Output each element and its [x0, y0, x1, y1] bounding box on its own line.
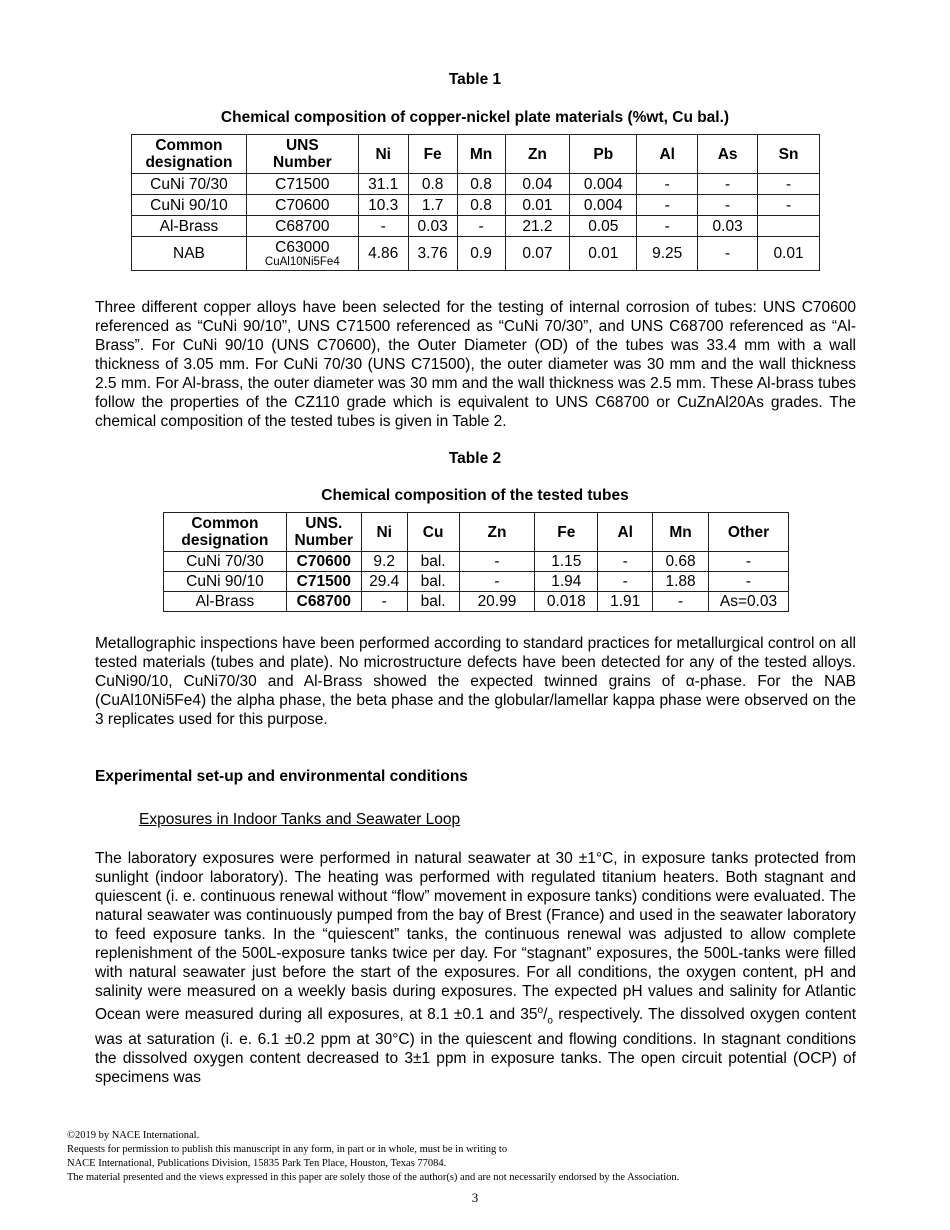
cell-mn: 0.8: [457, 174, 505, 195]
table-row: [132, 195, 820, 216]
table1-header-fe: Fe: [408, 135, 457, 174]
page-number: 3: [471, 1190, 479, 1205]
cell-designation: CuNi 70/30: [132, 174, 247, 195]
cell-zn: 0.04: [505, 174, 570, 195]
table2-header-other: Other: [709, 513, 789, 552]
cell-mn: 0.68: [653, 552, 709, 572]
slash: /: [543, 1006, 548, 1024]
cell-uns: C68700: [286, 592, 361, 612]
table2-header-designation: Common designation: [164, 513, 287, 552]
cell-pb: 0.01: [570, 237, 637, 271]
cell-designation: NAB: [132, 237, 247, 271]
cell-zn: 21.2: [505, 216, 570, 237]
cell-as: -: [698, 195, 758, 216]
table1-header-zn: Zn: [505, 135, 570, 174]
cell-fe: 0.8: [408, 174, 457, 195]
cell-uns: C71500: [246, 174, 358, 195]
table1-header-mn: Mn: [457, 135, 505, 174]
cell-mn: -: [653, 592, 709, 612]
body-paragraph: Three different copper alloys have been selected for the testing of internal corrosion of tubes: UNS C70600 referenced as “CuNi 90/10”, UNS C71500 referenced as “CuNi 70/30”, and UNS C68700 referenced as “Al-Brass”. For CuNi 90/10 (UNS C70600), the Outer Diameter (OD) of the tubes was 33.4 mm with a wall thickness of 3.05 mm. For CuNi 70/30 (UNS C71500), the outer diameter was 30 mm and the wall thickness 2.5 mm. For Al-brass, the outer diameter was 30 mm and the wall thickness was 2.5 mm. These Al-brass tubes follow the properties of the CZ110 grade which is equivalent to UNS C68700 or CuZnAl20As grades. The chemical composition of the tested tubes is given in Table 2.: [95, 299, 856, 430]
cell-ni: 31.1: [358, 174, 408, 195]
cell-designation: CuNi 90/10: [132, 195, 247, 216]
paragraph-text: respectively. The dissolved oxygen content was at saturation (i. e. 6.1 ±0.2 ppm at 30°C) in the quiescent and flowing conditions. In stagnant conditions the dissolved oxygen content decreased to 3±1 ppm in exposure tanks. The open circuit potential (OCP) of specimens was: [95, 1006, 857, 1087]
table1-caption: Chemical composition of copper-nickel plate materials (%wt, Cu bal.): [220, 109, 730, 126]
table-row: [132, 216, 820, 237]
cell-ni: 29.4: [361, 572, 407, 592]
cell-uns: C68700: [246, 216, 358, 237]
cell-uns-number: C63000: [275, 238, 330, 256]
table2-header-row: [164, 513, 789, 552]
table2-header-zn: Zn: [459, 513, 535, 552]
cell-pb: 0.004: [570, 195, 637, 216]
table1-header-designation: Common designation: [132, 135, 247, 174]
cell-other: As=0.03: [709, 592, 789, 612]
table1-label: Table 1: [448, 71, 502, 88]
cell-zn: -: [459, 552, 535, 572]
cell-mn: 0.8: [457, 195, 505, 216]
cell-sn: -: [758, 174, 820, 195]
cell-other: -: [709, 552, 789, 572]
table1: [131, 134, 820, 271]
cell-uns: [246, 237, 358, 271]
table-row: [164, 592, 789, 612]
cell-uns: C71500: [286, 572, 361, 592]
cell-cu: bal.: [407, 592, 459, 612]
cell-al: -: [598, 552, 653, 572]
cell-al: -: [637, 195, 698, 216]
footer-copyright: ©2019 by NACE International.: [67, 1130, 200, 1141]
cell-cu: bal.: [407, 572, 459, 592]
cell-mn: 1.88: [653, 572, 709, 592]
cell-mn: 0.9: [457, 237, 505, 271]
table2-header-cu: Cu: [407, 513, 459, 552]
cell-ni: 9.2: [361, 552, 407, 572]
footer: [67, 1129, 887, 1185]
table-row: [164, 552, 789, 572]
cell-ni: 4.86: [358, 237, 408, 271]
footer-line: Requests for permission to publish this manuscript in any form, in part or in whole, must be in writing to: [67, 1144, 508, 1155]
table1-header-al: Al: [637, 135, 698, 174]
cell-al: -: [637, 216, 698, 237]
table1-header-as: As: [698, 135, 758, 174]
cell-fe: 0.018: [535, 592, 598, 612]
cell-ni: 10.3: [358, 195, 408, 216]
table1-header-row: [132, 135, 820, 174]
table-row: [132, 237, 820, 271]
table1-header-sn: Sn: [758, 135, 820, 174]
superscript: o: [537, 1005, 544, 1016]
cell-zn: 20.99: [459, 592, 535, 612]
paragraph-text: The laboratory exposures were performed in natural seawater at 30 ±1°C, in exposure tanks protected from sunlight (indoor laboratory). The heating was performed with regulated titanium heaters. Both stagnant and quiescent (i. e. continuous renewal without “flow” movement in exposure tanks) conditions were evaluated. The natural seawater was continuously pumped from the bay of Brest (France) and used in the seawater laboratory to feed exposure tanks. In the “quiescent” tanks, the continuous renewal was adjusted to allow complete replenishment of the 500L-exposure tanks twice per day. For “stagnant” exposures, the 500L-tanks were filled with natural seawater just before the start of the exposures. For all conditions, the oxygen content, pH and salinity were measured on a weekly basis during exposures. The expected pH values and salinity for Atlantic Ocean were measured during all exposures, at 8.1 ±0.1 and 35: [95, 850, 856, 1024]
cell-fe: 1.15: [535, 552, 598, 572]
cell-designation: Al-Brass: [164, 592, 287, 612]
table2-header-fe: Fe: [535, 513, 598, 552]
subsection-heading: Exposures in Indoor Tanks and Seawater Loop: [139, 811, 461, 828]
table1-header-pb: Pb: [570, 135, 637, 174]
cell-fe: 1.94: [535, 572, 598, 592]
cell-zn: 0.01: [505, 195, 570, 216]
cell-designation: CuNi 90/10: [164, 572, 287, 592]
cell-as: -: [698, 174, 758, 195]
cell-uns-alloy: CuAl10Ni5Fe4: [264, 255, 340, 268]
footer-line: NACE International, Publications Division, 15835 Park Ten Place, Houston, Texas 77084.: [67, 1158, 447, 1169]
cell-fe: 3.76: [408, 237, 457, 271]
section-heading: Experimental set-up and environmental conditions: [95, 768, 468, 785]
cell-al: -: [598, 572, 653, 592]
cell-uns: C70600: [246, 195, 358, 216]
table2: [163, 512, 789, 612]
cell-pb: 0.004: [570, 174, 637, 195]
cell-al: -: [637, 174, 698, 195]
table-row: [164, 572, 789, 592]
cell-pb: 0.05: [570, 216, 637, 237]
cell-zn: 0.07: [505, 237, 570, 271]
cell-fe: 0.03: [408, 216, 457, 237]
cell-sn: -: [758, 195, 820, 216]
footer-line: The material presented and the views expressed in this paper are solely those of the author(s) and are not necessarily endorsed by the Association.: [67, 1172, 680, 1183]
cell-al: 9.25: [637, 237, 698, 271]
table2-header-uns: UNS. Number: [286, 513, 361, 552]
table-row: [132, 174, 820, 195]
table2-header-ni: Ni: [361, 513, 407, 552]
cell-as: 0.03: [698, 216, 758, 237]
cell-as: -: [698, 237, 758, 271]
cell-sn: [758, 216, 820, 237]
table1-header-uns: UNS Number: [246, 135, 358, 174]
table2-header-mn: Mn: [653, 513, 709, 552]
body-paragraph: [95, 849, 856, 1087]
table1-header-ni: Ni: [358, 135, 408, 174]
cell-fe: 1.7: [408, 195, 457, 216]
body-paragraph: Metallographic inspections have been performed according to standard practices for metallurgical control on all tested materials (tubes and plate). No microstructure defects have been detected for any of the tested alloys. CuNi90/10, CuNi70/30 and Al-Brass showed the expected twinned grains of α-phase. For the NAB (CuAl10Ni5Fe4) the alpha phase, the beta phase and the globular/lamellar kappa phase were observed on the 3 replicates used for this purpose.: [95, 635, 856, 728]
cell-ni: -: [361, 592, 407, 612]
cell-uns: C70600: [286, 552, 361, 572]
cell-zn: -: [459, 572, 535, 592]
cell-mn: -: [457, 216, 505, 237]
table2-header-al: Al: [598, 513, 653, 552]
cell-other: -: [709, 572, 789, 592]
cell-cu: bal.: [407, 552, 459, 572]
cell-al: 1.91: [598, 592, 653, 612]
cell-sn: 0.01: [758, 237, 820, 271]
table2-label: Table 2: [448, 450, 502, 467]
cell-designation: Al-Brass: [132, 216, 247, 237]
cell-ni: -: [358, 216, 408, 237]
subscript: o: [547, 1015, 553, 1027]
table2-caption: Chemical composition of the tested tubes: [321, 487, 629, 504]
cell-designation: CuNi 70/30: [164, 552, 287, 572]
